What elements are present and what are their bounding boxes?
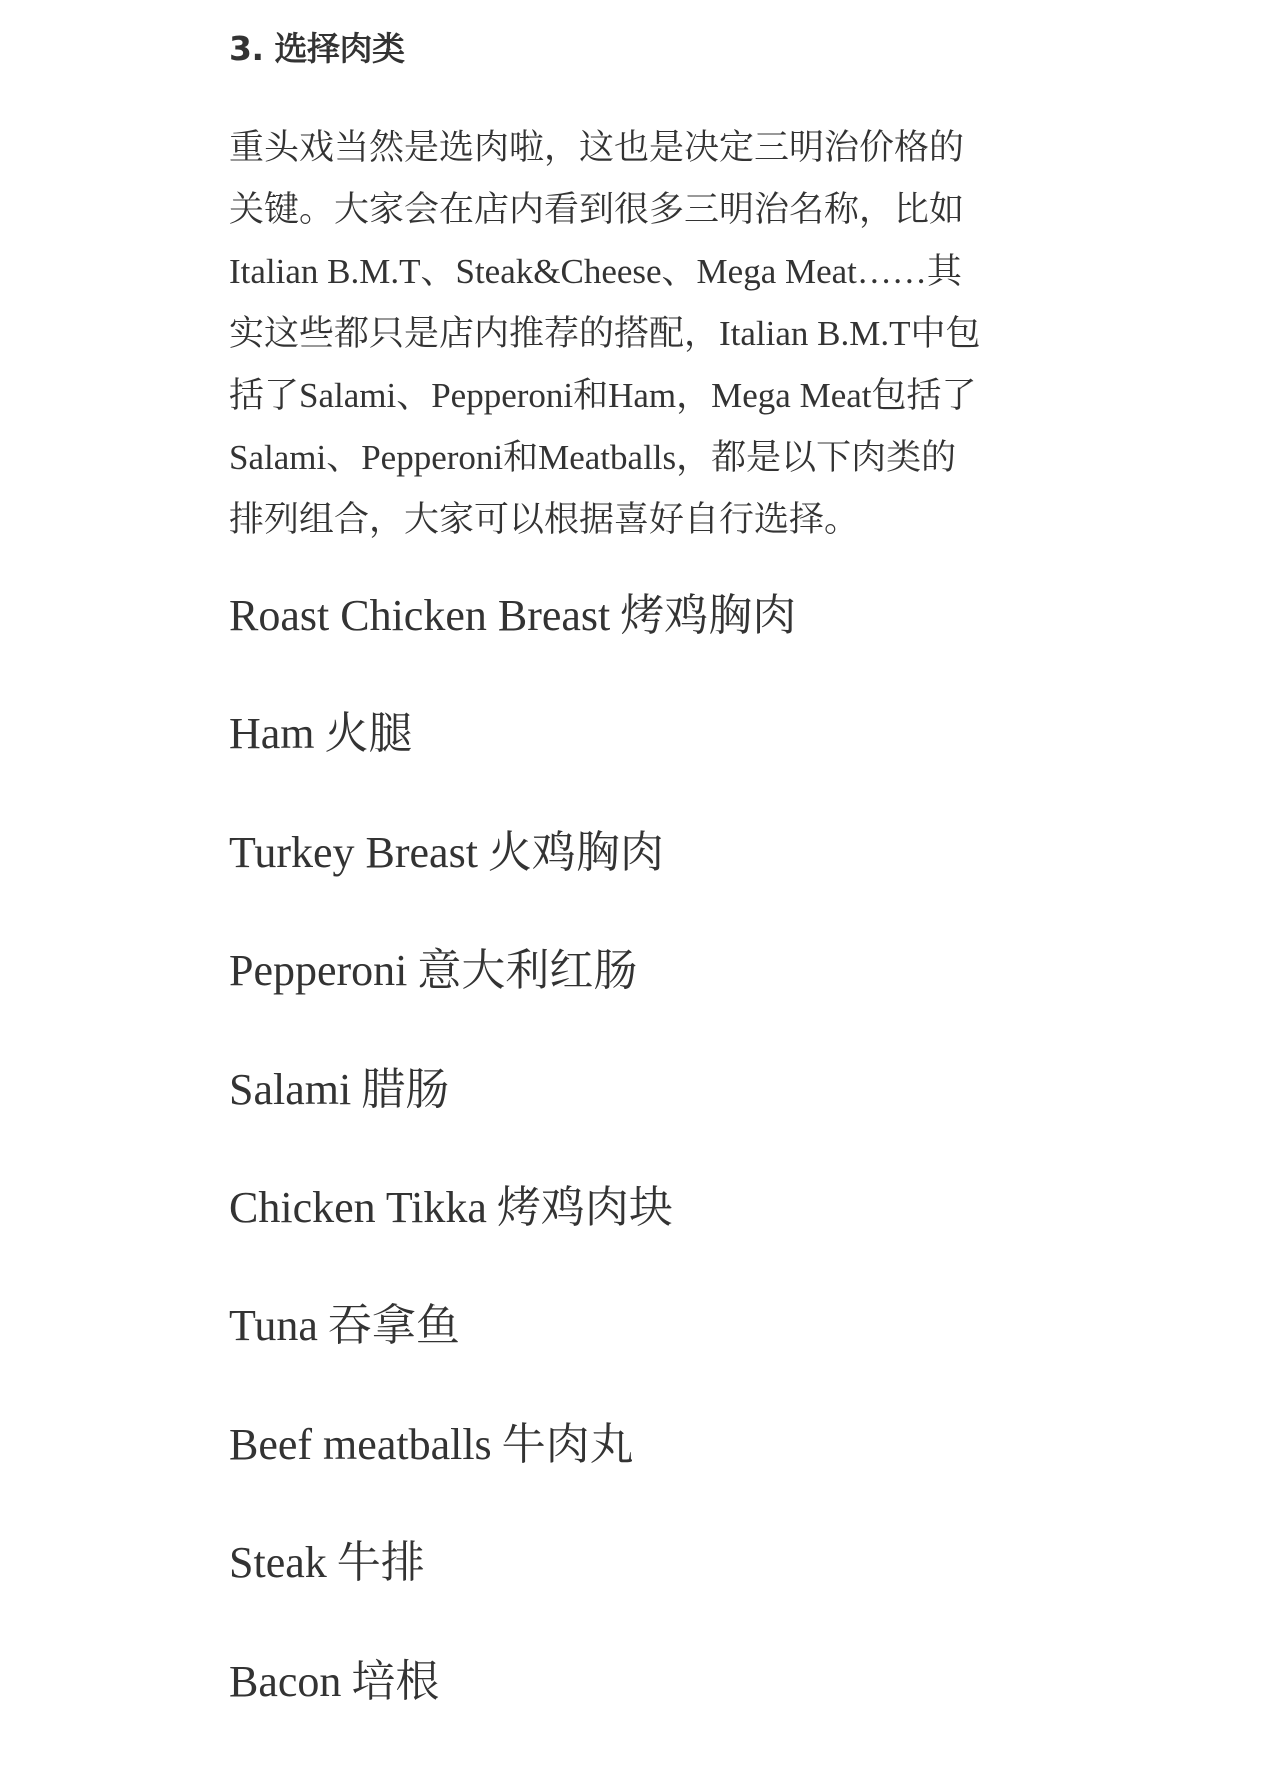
intro-line: Salami、Pepperoni和Meatballs，都是以下肉类的 [229, 438, 957, 477]
meat-name-en: Bacon [229, 1656, 342, 1706]
meat-name-en: Tuna [229, 1301, 318, 1351]
meat-name-zh: 烤鸡胸肉 [620, 591, 797, 640]
meat-name-zh: 火腿 [324, 709, 413, 759]
meat-item-chicken-tikka [229, 1178, 796, 1296]
meat-name-en: Steak [229, 1538, 327, 1588]
meat-item-tuna [229, 1296, 796, 1414]
meat-item-ham [229, 704, 796, 822]
meat-list [229, 586, 796, 1770]
meat-name-zh: 火鸡胸肉 [487, 827, 664, 877]
meat-name-zh: 培根 [351, 1656, 440, 1706]
meat-name-zh: 吞拿鱼 [327, 1301, 460, 1351]
intro-line: 括了Salami、Pepperoni和Ham，Mega Meat包括了 [229, 376, 977, 415]
intro-line: 实这些都只是店内推荐的搭配，Italian B.M.T中包 [229, 314, 981, 353]
meat-name-en: Salami [229, 1064, 352, 1114]
meat-item-beef-meatballs [229, 1415, 796, 1533]
meat-name-en: Pepperoni [229, 946, 408, 996]
meat-name-en: Roast Chicken Breast [229, 591, 611, 640]
meat-item-pepperoni [229, 941, 796, 1059]
meat-name-zh: 烤鸡肉块 [496, 1182, 673, 1232]
meat-item-turkey-breast [229, 823, 796, 941]
section-heading: 3. 选择肉类 [229, 29, 405, 68]
intro-line: 关键。大家会在店内看到很多三明治名称，比如 [229, 190, 965, 229]
meat-name-en: Turkey Breast [229, 827, 478, 877]
meat-name-zh: 牛排 [336, 1538, 425, 1588]
meat-item-roast-chicken-breast [229, 586, 796, 704]
intro-line: 排列组合，大家可以根据喜好自行选择。 [229, 500, 860, 539]
intro-paragraph [229, 117, 1049, 551]
meat-item-bacon [229, 1652, 796, 1770]
intro-line: Italian B.M.T、Steak&Cheese、Mega Meat……其 [229, 252, 962, 291]
intro-line: 重头戏当然是选肉啦，这也是决定三明治价格的 [229, 128, 965, 167]
meat-item-salami [229, 1060, 796, 1178]
meat-name-en: Chicken Tikka [229, 1182, 487, 1232]
meat-name-zh: 腊肠 [361, 1064, 450, 1114]
meat-item-steak [229, 1533, 796, 1651]
meat-name-zh: 意大利红肠 [417, 946, 638, 996]
meat-name-en: Beef meatballs [229, 1419, 492, 1469]
meat-name-zh: 牛肉丸 [501, 1419, 634, 1469]
meat-name-en: Ham [229, 709, 315, 759]
